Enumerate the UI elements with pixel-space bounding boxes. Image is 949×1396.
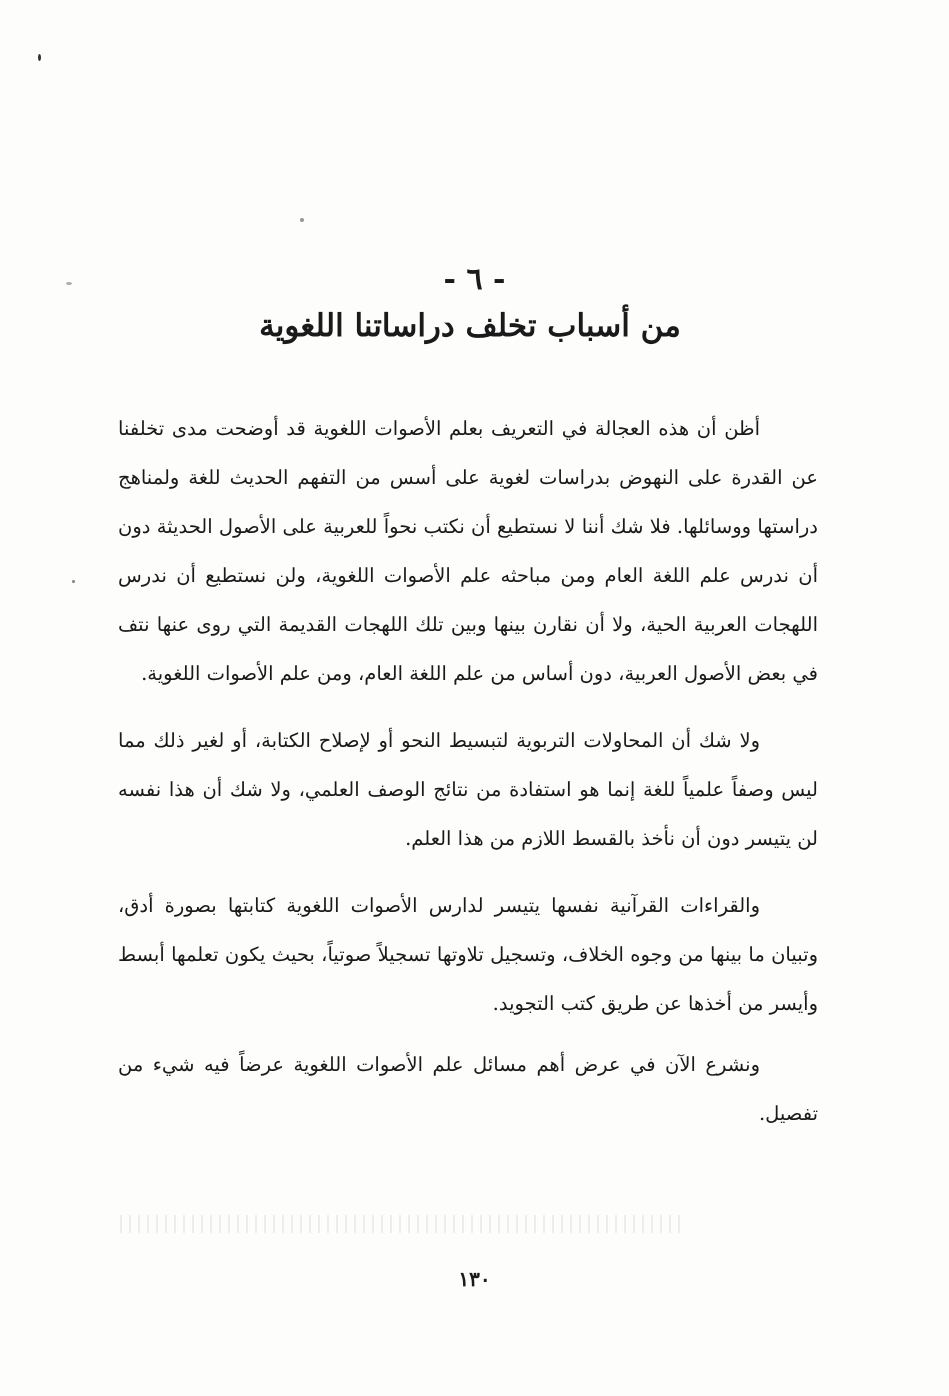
- chapter-title: من أسباب تخلف دراساتنا اللغوية: [259, 308, 681, 344]
- page-number: ١٣٠: [458, 1267, 491, 1291]
- paragraph-2: ولا شك أن المحاولات التربوية لتبسيط النحو أو لإصلاح الكتابة، أو لغير ذلك مما ليس وصفاً علمياً للغة إنما هو استفادة من نتائج الوصف العلمي، ولا شك أن هذا نفسه لن يتيسر دون أن نأخذ بالقسط اللازم من هذا العلم.: [118, 729, 818, 850]
- chapter-body: [118, 404, 818, 1138]
- ink-speck: [72, 580, 75, 583]
- scan-noise: [120, 1215, 680, 1233]
- paragraph-1: أظن أن هذه العجالة في التعريف بعلم الأصوات اللغوية قد أوضحت مدى تخلفنا عن القدرة على النهوض بدراسات لغوية على أسس من التفهم الحديث للغة ولمناهج دراستها ووسائلها. فلا شك أننا لا نستطيع أن نكتب نحواً للعربية على الأصول الحديثة دون أن ندرس علم اللغة العام ومن مباحثه علم الأصوات اللغوية، ولن نستطيع أن ندرس اللهجات العربية الحية، ولا أن نقارن بينها وبين تلك اللهجات القديمة التي روى عنها نتف في بعض الأصول العربية، دون أساس من علم اللغة العام، ومن علم الأصوات اللغوية.: [118, 417, 818, 685]
- paragraph-3: والقراءات القرآنية نفسها يتيسر لدارس الأصوات اللغوية كتابتها بصورة أدق، وتبيان ما بينها من وجوه الخلاف، وتسجيل تلاوتها تسجيلاً صوتياً، بحيث يكون تعلمها أبسط وأيسر من أخذها عن طريق كتب التجويد.: [118, 894, 818, 1015]
- ink-speck: [300, 218, 304, 222]
- chapter-number: - ٦ -: [443, 262, 506, 297]
- ink-speck: [38, 54, 41, 61]
- paragraph-4: ونشرع الآن في عرض أهم مسائل علم الأصوات اللغوية عرضاً فيه شيء من تفصيل.: [118, 1053, 818, 1125]
